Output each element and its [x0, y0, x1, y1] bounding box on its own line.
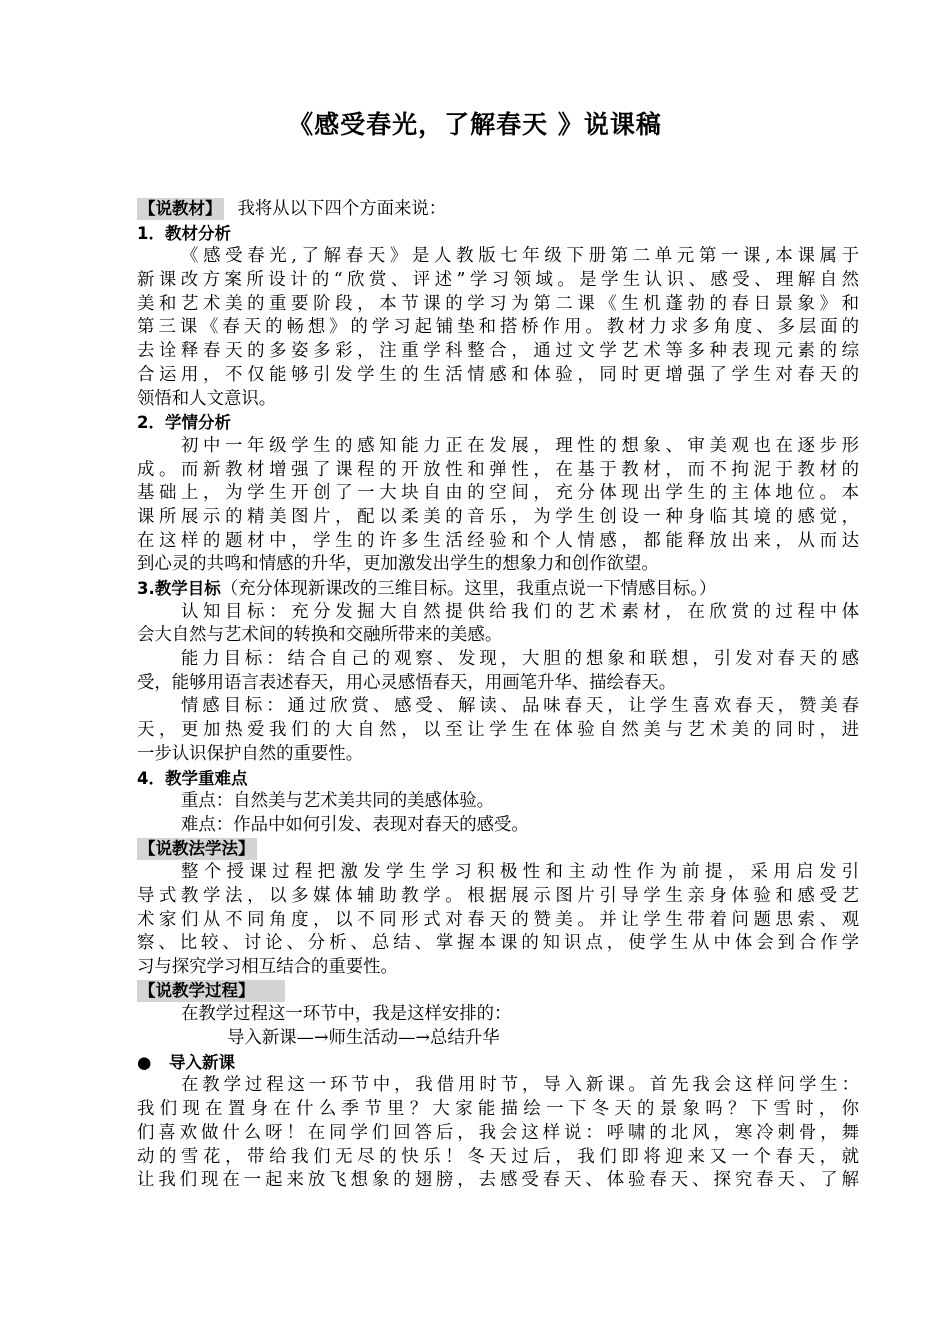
paragraph-line: 察、比较、讨论、分析、总结、掌握本课的知识点，使学生从中体会到合作学	[137, 933, 859, 954]
paragraph-line: 在这样的题材中，学生的许多生活经验和个人情感，都能释放出来，从而达	[137, 530, 859, 551]
paragraph-line: 新课改方案所设计的“欣赏、评述”学习领域。是学生认识、感受、理解自然	[137, 270, 859, 291]
paragraph-line: 受，能够用语言表述春天，用心灵感悟春天，用画笔升华、描绘春天。	[137, 672, 677, 693]
paragraph-line: 第三课《春天的畅想》的学习起铺垫和搭桥作用。教材力求多角度、多层面的	[137, 317, 859, 338]
paragraph-line: 让我们现在一起来放飞想象的翅膀，去感受春天、体验春天、探究春天、了解	[137, 1170, 859, 1191]
paragraph-line: 《感受春光,了解春天》是人教版七年级下册第二单元第一课,本课属于	[181, 246, 859, 267]
paragraph-line: 难点：作品中如何引发、表现对春天的感受。	[181, 814, 529, 835]
heading-key-points: 4．教学重难点	[137, 768, 248, 788]
paragraph-line: 习与探究学习相互结合的重要性。	[137, 957, 398, 977]
paragraph-line: 重点：自然美与艺术美共同的美感体验。	[181, 791, 495, 812]
teaching-goals-note: （充分体现新课改的三维目标。这里，我重点说一下情感目标。）	[220, 579, 717, 599]
paragraph-line: 动的雪花，带给我们无尽的快乐！冬天过后，我们即将迎来又一个春天，就	[137, 1146, 859, 1167]
paragraph-line: 去诠释春天的多姿多彩，注重学科整合，通过文学艺术等多种表现元素的综	[137, 341, 859, 362]
paragraph-line: 合运用，不仅能够引发学生的生活情感和体验，同时更增强了学生对春天的	[137, 364, 859, 385]
paragraph-line: 在教学过程这一环节中，我是这样安排的：	[181, 1004, 512, 1025]
paragraph-line: 导式教学法，以多媒体辅助教学。根据展示图片引导学生亲身体验和感受艺	[137, 885, 859, 906]
section-tag-process: 【说教学过程】	[137, 980, 285, 1002]
paragraph-line: 我们现在置身在什么季节里？大家能描绘一下冬天的景象吗？下雪时，你	[137, 1099, 859, 1120]
heading-intro-lesson-line	[137, 1051, 859, 1075]
paragraph-line: 会大自然与艺术间的转换和交融所带来的美感。	[137, 625, 503, 646]
heading-student-analysis: 2．学情分析	[137, 413, 231, 433]
heading-intro-lesson: 导入新课	[169, 1052, 235, 1072]
section-tag-textbook: 【说教材】	[139, 199, 222, 218]
paragraph-line: 美和艺术美的重要阶段，本节课的学习为第二课《生机蓬勃的春日景象》和	[137, 293, 859, 314]
paragraph-line: 在教学过程这一环节中，我借用时节，导入新课。首先我会这样问学生：	[181, 1075, 859, 1096]
heading-teaching-goals-line	[137, 577, 859, 601]
paragraph-line: 课所展示的精美图片，配以柔美的音乐，为学生创设一种身临其境的感觉，	[137, 506, 859, 527]
process-flow: 导入新课—→师生活动—→总结升华	[227, 1028, 500, 1049]
paragraph-line: 术家们从不同角度，以不同形式对春天的赞美。并让学生带着问题思索、观	[137, 909, 859, 930]
paragraph-line: 天，更加热爱我们的大自然，以至让学生在体验自然美与艺术美的同时，进	[137, 720, 859, 741]
process-tag-line	[137, 980, 859, 1004]
paragraph-line: 成。而新教材增强了课程的开放性和弹性，在基于教材，而不拘泥于教材的	[137, 459, 859, 480]
paragraph-line: 整个授课过程把激发学生学习积极性和主动性作为前提，采用启发引	[181, 862, 859, 883]
section-tag-methods: 【说教法学法】	[139, 838, 255, 858]
paragraph-line: 们喜欢做什么呀！在同学们回答后，我会这样说：呼啸的北风，寒冷刺骨，舞	[137, 1122, 859, 1143]
paragraph-line: 领悟和人文意识。	[137, 388, 277, 409]
paragraph-line: 到心灵的共鸣和情感的升华，更加激发出学生的想象力和创作欲望。	[137, 554, 659, 575]
paragraph-line: 能力目标：结合自己的观察、发现，大胆的想象和联想，引发对春天的感	[181, 649, 859, 670]
bullet-icon: ●	[137, 1052, 152, 1072]
methods-tag-line	[137, 838, 859, 862]
paragraph-line: 认知目标：充分发掘大自然提供给我们的艺术素材，在欣赏的过程中体	[181, 601, 859, 622]
paragraph-line: 基础上，为学生开创了一大块自由的空间，充分体现出学生的主体地位。本	[137, 483, 859, 504]
document-body	[137, 198, 859, 1193]
paragraph-line: 一步认识保护自然的重要性。	[137, 743, 364, 764]
heading-teaching-goals: 3.教学目标	[137, 579, 221, 598]
intro-text: 我将从以下四个方面来说：	[237, 199, 447, 219]
intro-line	[137, 198, 859, 222]
paragraph-line: 初中一年级学生的感知能力正在发展，理性的想象、审美观也在逐步形	[181, 435, 859, 456]
paragraph-line: 情感目标：通过欣赏、感受、解读、品味春天，让学生喜欢春天，赞美春	[181, 696, 859, 717]
document-title: 《感受春光，了解春天 》说课稿	[288, 110, 662, 139]
heading-textbook-analysis: 1．教材分析	[137, 223, 231, 243]
